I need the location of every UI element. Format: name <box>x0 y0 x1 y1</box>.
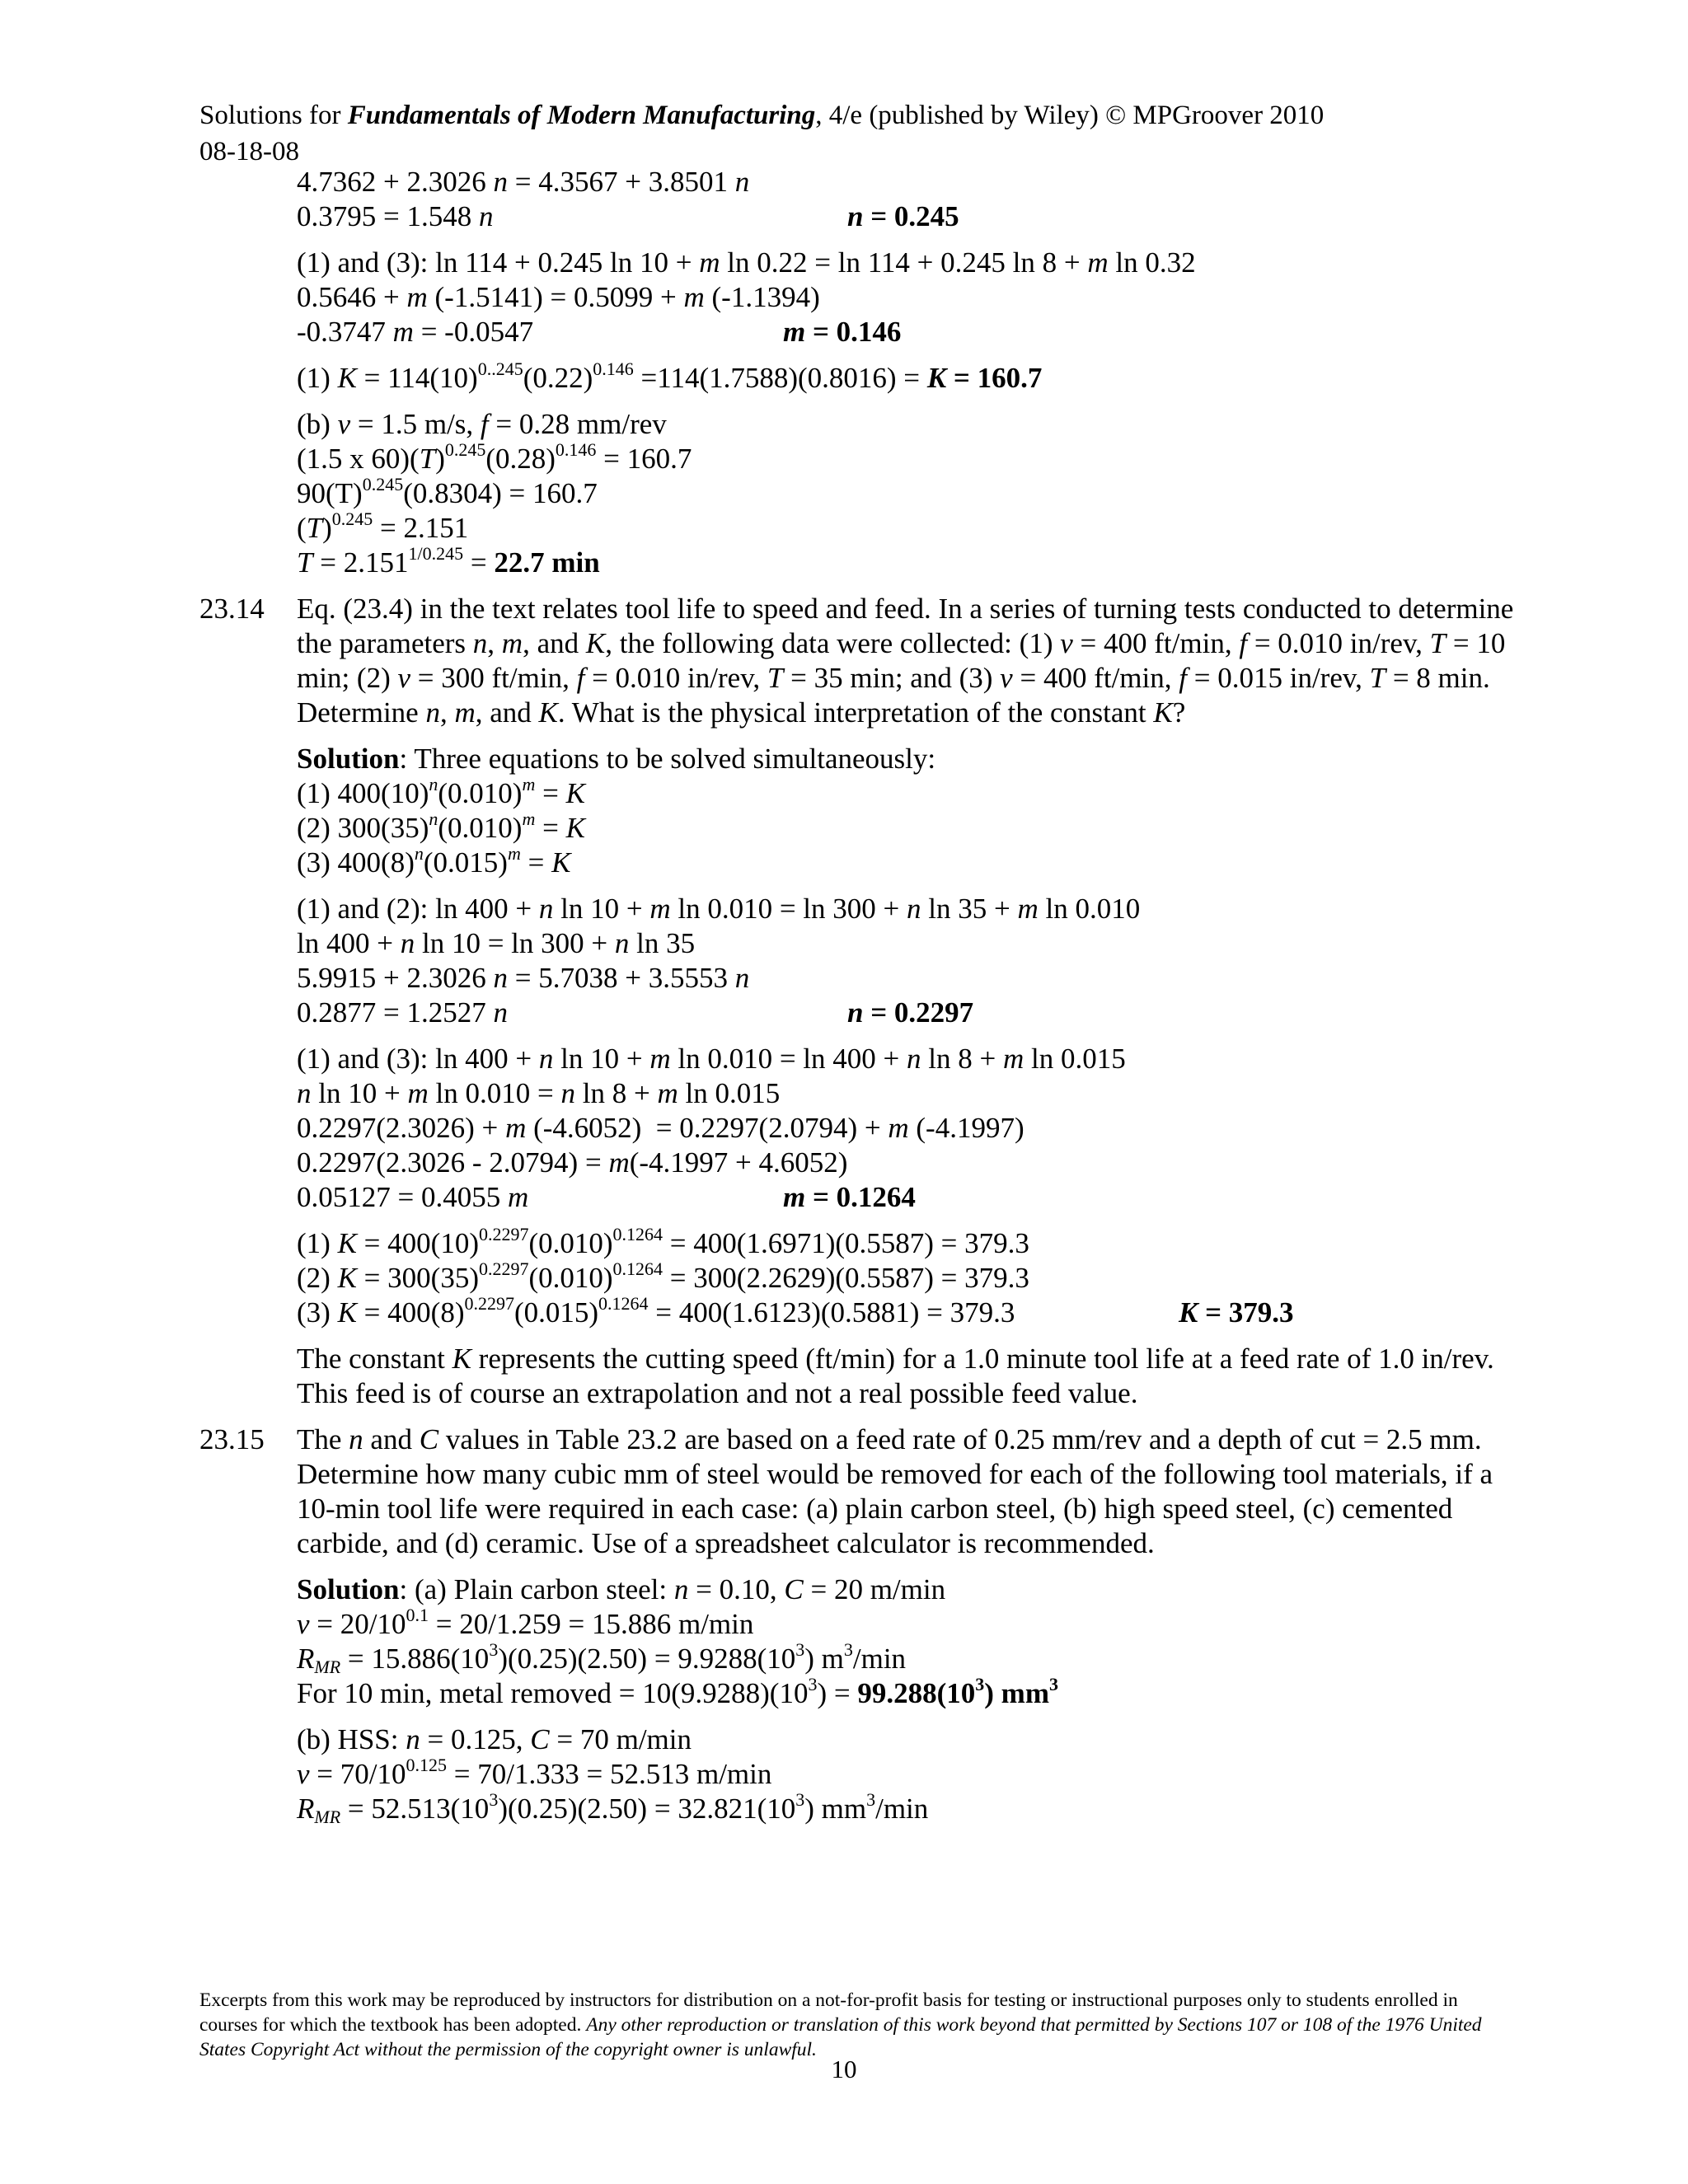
problem-number: 23.15 <box>199 1423 265 1455</box>
equation-line: (b) v = 1.5 m/s, f = 0.28 mm/rev <box>297 408 667 440</box>
equation-line: ln 400 + n ln 10 = ln 300 + n ln 35 <box>297 927 696 959</box>
equation-line: (1) $K = 400(10)^{0.2297}(0.010)^{0.1264} = 400(1.6971)(0.5587) = 379.3$ <box>297 1224 1029 1259</box>
interpretation-paragraph: The constant K represents the cutting speed (ft/min) for a 1.0 minute tool life at a feed rate of 1.0 in/rev. This feed is of course an extrapolation and not a real possible feed value. <box>297 1343 1494 1409</box>
equation-line: 4.7362 + 2.3026 n = 4.3567 + 3.8501 n <box>297 166 750 198</box>
equation-line: 0.2877 = 1.2527 n n = 0.2297 <box>297 996 974 1029</box>
equation-line: (b) HSS: n = 0.125, C = 70 m/min <box>297 1723 692 1755</box>
solution-intro: Solution: (a) Plain carbon steel: n = 0.10, C = 20 m/min <box>297 1573 946 1605</box>
running-header <box>199 97 1324 170</box>
header-prefix: Solutions for <box>199 101 348 130</box>
equation-line: $(T)^{0.245} = 2.151$ <box>297 509 469 544</box>
n-result: n = 0.2297 <box>847 996 974 1029</box>
solution-label: Solution <box>297 743 400 775</box>
problem-number: 23.14 <box>199 593 265 625</box>
main-content <box>199 165 1518 1826</box>
problem-23-14-solution <box>297 742 1518 1411</box>
n-result: n = 0.245 <box>847 200 959 232</box>
equation-line: For 10 min, metal removed = $10(9.9288)(10^3) = 99.288(10^3)$ $mm^3$ <box>297 1674 1058 1709</box>
copyright-footer <box>199 1988 1485 2062</box>
m-result: m = 0.146 <box>783 316 902 348</box>
equation-line: 0.2297(2.3026) + m (-4.6052) = 0.2297(2.0794) + m (-4.1997) <box>297 1112 1025 1144</box>
equation-line: (3) $400(8)^n(0.015)^m = K$ <box>297 843 571 879</box>
k-result: K = 379.3 <box>1179 1296 1294 1329</box>
equation-line: $R_{MR} = 52.513(10^3)(0.25)(2.50) = 32.821(10^3)$ $mm^3/\min$ <box>297 1789 929 1827</box>
equation-line: 0.5646 + m (-1.5141) = 0.5099 + m (-1.1394) <box>297 281 820 313</box>
solution-intro-text: : Three equations to be solved simultaneously: <box>399 743 936 775</box>
equation-line: n ln 10 + m ln 0.010 = n ln 8 + m ln 0.015 <box>297 1077 781 1109</box>
equation-line: 0.2297(2.3026 - 2.0794) = m(-4.1997 + 4.6052) <box>297 1146 848 1179</box>
problem-statement: The n and C values in Table 23.2 are based on a feed rate of 0.25 mm/rev and a depth of cut = 2.5 mm. Determine how many cubic mm of steel would be removed for each of the following tool materials, if a 10-min tool life were required in each case: (a) plain carbon steel, (b) high speed steel, (c) cemented carbide, and (d) ceramic. Use of a spreadsheet calculator is recommended. <box>297 1423 1493 1559</box>
equation-line: $R_{MR} = 15.886(10^3)(0.25)(2.50) = 9.9288(10^3)$ $m^3/\min$ <box>297 1639 907 1677</box>
problem-23-14 <box>199 592 1518 730</box>
equation-line: (1) and (3): ln 400 + n ln 10 + m ln 0.010 = ln 400 + n ln 8 + m ln 0.015 <box>297 1043 1126 1075</box>
solution-intro <box>297 742 1518 776</box>
equation-line: $v = 70/10^{0.125} = 70/1.333 = 52.513$ m/min <box>297 1755 772 1790</box>
equation-line: 0.3795 = 1.548 n n = 0.245 <box>297 200 959 232</box>
equation-line: (1) $400(10)^n(0.010)^m = K$ <box>297 774 585 809</box>
equation-line: (2) $K = 300(35)^{0.2297}(0.010)^{0.1264} = 300(2.2629)(0.5587) = 379.3$ <box>297 1258 1029 1294</box>
equation-line: 5.9915 + 2.3026 n = 5.7038 + 3.5553 n <box>297 962 750 994</box>
problem-statement: Eq. (23.4) in the text relates tool life to speed and feed. In a series of turning tests conducted to determine the parameters n, m, and K, the following data were collected: (1) v = 400 ft/min, f = 0.010 in/rev, T = 10 min; (2) v = 300 ft/min, f = 0.010 in/rev, T = 35 min; and (3) v = 400 ft/min, f = 0.015 in/rev, T = 8 min. Determine n, m, and K. What is the physical interpretation of the constant K? <box>297 593 1514 729</box>
problem-23-15 <box>199 1422 1518 1561</box>
equation-line: $90(T)^{0.245}(0.8304) = 160.7$ <box>297 474 598 509</box>
equation-line: -0.3747 m = -0.0547 m = 0.146 <box>297 316 902 348</box>
equation-line: (1) and (2): ln 400 + n ln 10 + m ln 0.010 = ln 300 + n ln 35 + m ln 0.010 <box>297 893 1141 925</box>
equation-line: $v = 20/10^{0.1} = 20/1.259 = 15.886$ m/min <box>297 1605 754 1640</box>
equation-line: (1.5 x $60)(T)^{0.245}(0.28)^{0.146} = 160.7$ <box>297 439 692 475</box>
equation-line: (3) $K = 400(8)^{0.2297}(0.015)^{0.1264} = 400(1.6123)(0.5881) = 379.3$ K = 379.3 <box>297 1293 1294 1329</box>
solution-label: Solution <box>297 1573 400 1605</box>
book-title: Fundamentals of Modern Manufacturing <box>347 101 816 130</box>
header-title-line <box>199 97 1324 134</box>
equation-line: (1) $K = 114(10)^{0..245}(0.22)^{0.146} =114(1.7588)(0.8016) = K = 160.7$ <box>297 359 1043 394</box>
equation-line: $T = 2.151^{1/0.245} = 22.7$ min <box>297 543 600 579</box>
problem-23-13-continuation <box>297 165 1518 580</box>
footer-text: Excerpts from this work may be reproduced by instructors for distribution on a not-for-profit basis for testing or instructional purposes only to students enrolled in courses for which the textbook has been adopted. <box>199 1990 1458 2036</box>
header-suffix: , 4/e (published by Wiley) © MPGroover 2010 <box>815 101 1325 130</box>
footer-italic-text: Any other reproduction or translation of this work beyond that permitted by Sections 107 or 108 of the 1976 United States Copyright Act without the permission of the copyright owner is unlawful. <box>199 2014 1482 2060</box>
m-result: m = 0.1264 <box>783 1181 916 1213</box>
problem-23-15-solution <box>297 1572 1518 1826</box>
equation-line: (1) and (3): ln 114 + 0.245 ln 10 + m ln 0.22 = ln 114 + 0.245 ln 8 + m ln 0.32 <box>297 246 1196 279</box>
equation-line: (2) $300(35)^n(0.010)^m = K$ <box>297 808 585 844</box>
header-date: 08-18-08 <box>199 137 299 166</box>
equation-line: 0.05127 = 0.4055 m m = 0.1264 <box>297 1181 916 1213</box>
page-number: 10 <box>831 2055 857 2083</box>
